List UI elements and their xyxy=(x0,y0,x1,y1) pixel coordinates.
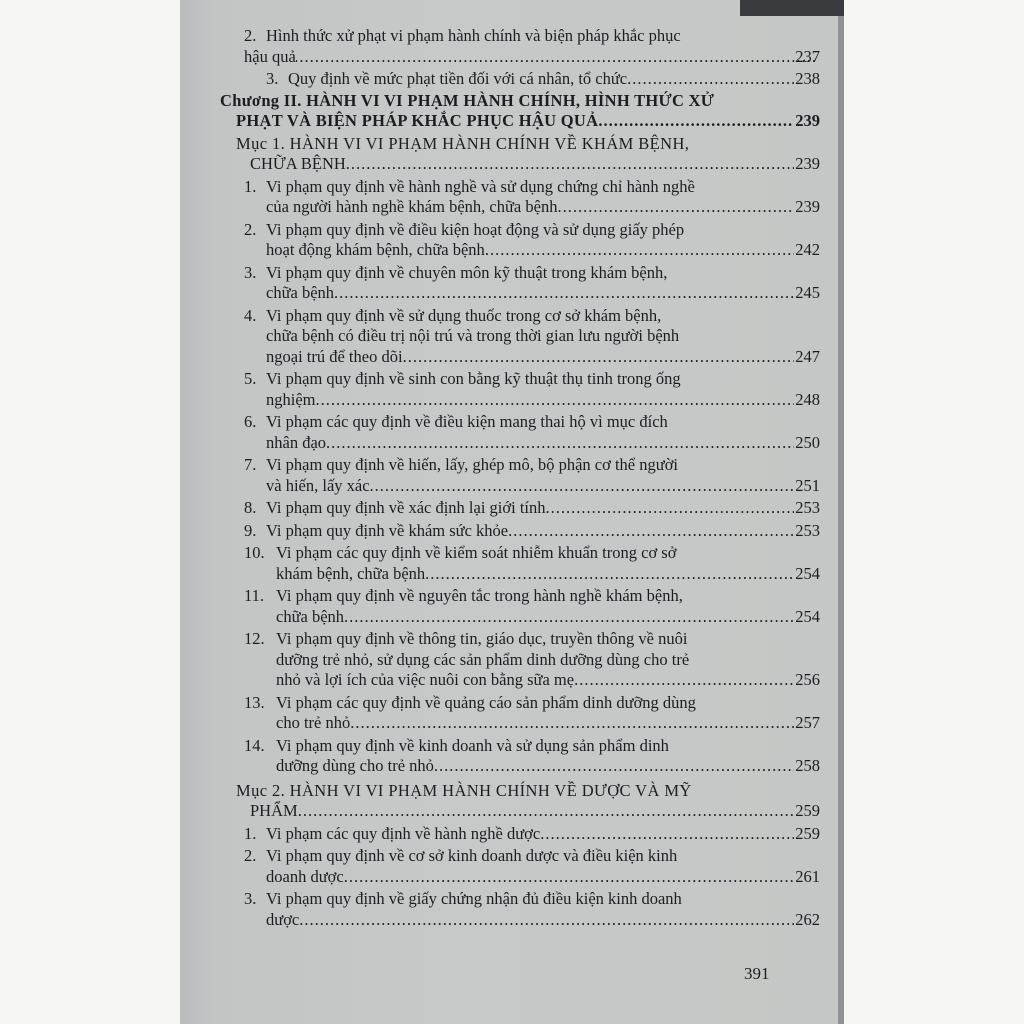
toc-entry-text: Vi phạm quy định về điều kiện hoạt động và sử dụng giấy phép xyxy=(266,219,685,239)
toc-entry-text: doanh dược xyxy=(266,866,344,886)
toc-entry xyxy=(220,220,820,261)
toc-entry-text: Hình thức xử phạt vi phạm hành chính và biện pháp khắc phục xyxy=(266,26,681,45)
toc-entry xyxy=(220,824,820,845)
toc-entry xyxy=(220,69,820,90)
section-items xyxy=(220,824,820,931)
page-number: 391 xyxy=(744,964,770,983)
toc-entry-number: 1. xyxy=(244,176,257,196)
toc-entry-text: Vi phạm quy định về xác định lại giới tính xyxy=(266,498,546,517)
toc-entry xyxy=(220,26,820,67)
toc-entry-number: 11. xyxy=(244,586,265,605)
toc-entry-text: chữa bệnh có điều trị nội trú và trong thời gian lưu người bệnh xyxy=(266,326,680,345)
toc-entry xyxy=(220,306,820,368)
toc-entry-number: 3. xyxy=(244,262,257,282)
toc-entry-number: 8. xyxy=(244,498,257,517)
toc-entry-text: hậu quả xyxy=(244,46,296,66)
section-title-line2: CHỮA BỆNH xyxy=(250,154,346,173)
section-title-line1: Mục 2. HÀNH VI VI PHẠM HÀNH CHÍNH VỀ DƯỢC VÀ MỸ xyxy=(236,780,692,800)
toc-page-number: 257 xyxy=(795,713,820,732)
toc-entry-number: 7. xyxy=(244,455,257,474)
toc-entry xyxy=(220,263,820,304)
toc-entry-text: Quy định về mức phạt tiền đối với cá nhân, tổ chức xyxy=(288,69,628,88)
toc-entry-number: 2. xyxy=(244,219,257,239)
toc-entry-text: Vi phạm các quy định về quảng cáo sản phẩm dinh dưỡng dùng xyxy=(276,692,696,712)
toc-entry xyxy=(220,736,820,777)
toc-entry-text: nhân đạo xyxy=(266,432,327,452)
page-corner-shadow xyxy=(740,0,844,16)
toc-entry-text: dược xyxy=(266,909,300,929)
toc-page-number: 237 xyxy=(795,46,820,66)
toc-entry-text: Vi phạm quy định về khám sức khỏe xyxy=(266,520,509,540)
toc-page-number: 262 xyxy=(795,909,820,929)
toc-page-number: 261 xyxy=(795,866,820,886)
section-heading xyxy=(220,781,820,822)
toc-entry-text: Vi phạm quy định về cơ sở kinh doanh dược và điều kiện kinh xyxy=(266,846,678,865)
toc-entry-number: 9. xyxy=(244,520,257,540)
toc-entry xyxy=(220,455,820,496)
toc-entry-text: ngoại trú để theo dõi xyxy=(266,346,403,366)
toc-entry-text: dưỡng dùng cho trẻ nhỏ xyxy=(276,756,434,775)
toc-entry-text: Vi phạm quy định về kinh doanh và sử dụng sản phẩm dinh xyxy=(276,735,669,755)
toc-page-number: 239 xyxy=(795,197,820,216)
toc-page-number: 245 xyxy=(795,283,820,302)
toc-entry-text: và hiến, lấy xác xyxy=(266,475,370,495)
toc-entry-text: nhỏ và lợi ích của việc nuôi con bằng sữa mẹ xyxy=(276,670,575,689)
toc-entry xyxy=(220,521,820,542)
toc-entry-number: 3. xyxy=(244,889,257,908)
section-title-line1: Mục 1. HÀNH VI VI PHẠM HÀNH CHÍNH VỀ KHÁM BỆNH, xyxy=(236,133,690,153)
toc-entry-text: Vi phạm quy định về sử dụng thuốc trong cơ sở khám bệnh, xyxy=(266,305,662,325)
toc-entry xyxy=(220,889,820,930)
toc-entry xyxy=(220,846,820,887)
toc-entry-number: 3. xyxy=(266,69,279,88)
background-left xyxy=(0,0,180,1024)
toc-entry-text: dưỡng trẻ nhỏ, sử dụng các sản phẩm dinh dưỡng dùng cho trẻ xyxy=(276,649,690,669)
toc-entry-text: Vi phạm quy định về hiến, lấy, ghép mô, bộ phận cơ thể người xyxy=(266,455,679,474)
toc-page-number: 259 xyxy=(795,823,820,843)
table-of-contents xyxy=(220,26,820,930)
toc-entry-text: cho trẻ nhỏ xyxy=(276,713,351,732)
toc-entry xyxy=(220,369,820,410)
chapter-title-line2: PHẠT VÀ BIỆN PHÁP KHẮC PHỤC HẬU QUẢ xyxy=(236,111,599,130)
toc-page-number: 259 xyxy=(795,801,820,820)
toc-entry xyxy=(220,629,820,691)
toc-entry-text: Vi phạm các quy định về kiểm soát nhiễm khuẩn trong cơ sở xyxy=(276,543,677,562)
toc-entry-text: Vi phạm quy định về sinh con bằng kỹ thuật thụ tinh trong ống xyxy=(266,369,681,388)
toc-entry-text: hoạt động khám bệnh, chữa bệnh xyxy=(266,240,485,259)
section-items xyxy=(220,177,820,777)
toc-entry-number: 2. xyxy=(244,26,257,45)
section-title-line2: PHẨM xyxy=(250,801,298,820)
toc-page-number: 239 xyxy=(795,154,820,173)
page-edge xyxy=(838,0,844,1024)
toc-entry xyxy=(220,543,820,584)
toc-page-number: 256 xyxy=(795,670,820,689)
toc-entry-number: 12. xyxy=(244,629,265,648)
toc-entry-number: 6. xyxy=(244,412,257,431)
toc-entry-number: 1. xyxy=(244,823,257,843)
toc-entry xyxy=(220,412,820,453)
chapter-heading xyxy=(220,91,820,132)
toc-entry-text: của người hành nghề khám bệnh, chữa bệnh xyxy=(266,197,558,216)
toc-page-number: 239 xyxy=(795,111,820,130)
toc-entry-text: khám bệnh, chữa bệnh xyxy=(276,563,426,583)
toc-page-number: 250 xyxy=(795,432,820,452)
toc-entry-number: 14. xyxy=(244,735,265,755)
toc-page-number: 254 xyxy=(795,606,820,626)
toc-entry-number: 13. xyxy=(244,692,265,712)
toc-entry-text: Vi phạm quy định về nguyên tắc trong hành nghề khám bệnh, xyxy=(276,586,683,605)
toc-entry-number: 10. xyxy=(244,543,265,562)
toc-entry-text: Vi phạm các quy định về điều kiện mang thai hộ vì mục đích xyxy=(266,412,668,431)
toc-page-number: 238 xyxy=(795,69,820,88)
toc-page-number: 248 xyxy=(795,389,820,409)
chapter-title-line1: Chương II. HÀNH VI VI PHẠM HÀNH CHÍNH, HÌNH THỨC XỬ xyxy=(220,90,715,110)
toc-entry xyxy=(220,177,820,218)
toc-entry-text: chữa bệnh xyxy=(266,283,335,302)
toc-entry xyxy=(220,693,820,734)
background-right xyxy=(844,0,1024,1024)
toc-entry-text: nghiệm xyxy=(266,389,316,409)
toc-page-number: 254 xyxy=(795,563,820,583)
toc-entry xyxy=(220,498,820,519)
toc-entry-text: Vi phạm quy định về chuyên môn kỹ thuật trong khám bệnh, xyxy=(266,262,668,282)
toc-entry-text: Vi phạm quy định về giấy chứng nhận đủ điều kiện kinh doanh xyxy=(266,889,682,908)
toc-entry-number: 5. xyxy=(244,369,257,388)
toc-page-number: 247 xyxy=(795,346,820,366)
toc-page-number: 242 xyxy=(795,240,820,259)
section-heading xyxy=(220,134,820,175)
toc-page-number: 253 xyxy=(795,520,820,540)
toc-entry-text: Vi phạm quy định về hành nghề và sử dụng chứng chỉ hành nghề xyxy=(266,176,695,196)
toc-page-number: 253 xyxy=(795,498,820,517)
toc-entry xyxy=(220,586,820,627)
toc-page-number: 251 xyxy=(795,475,820,495)
toc-entry-text: Vi phạm quy định về thông tin, giáo dục, truyền thông về nuôi xyxy=(276,629,688,648)
toc-entry-number: 4. xyxy=(244,305,257,325)
toc-entry-text: chữa bệnh xyxy=(276,606,345,626)
toc-entry-number: 2. xyxy=(244,846,257,865)
toc-entry-text: Vi phạm các quy định về hành nghề dược xyxy=(266,823,541,843)
toc-page-number: 258 xyxy=(795,756,820,775)
book-page xyxy=(180,0,844,1024)
